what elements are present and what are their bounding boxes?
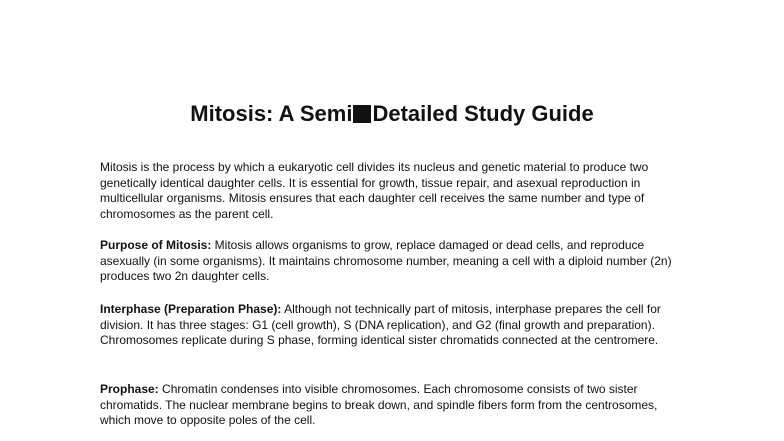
page-title: [0, 99, 784, 129]
title-text-start: Mitosis: A Semi: [190, 101, 353, 126]
section-heading: Purpose of Mitosis:: [100, 238, 212, 252]
missing-glyph-box: [353, 105, 371, 123]
section-interphase: [100, 302, 690, 349]
section-text: Chromatin condenses into visible chromosomes. Each chromosome consists of two sister chromatids. The nuclear membrane begins to break down, and spindle fibers form from the centrosomes, which move to opposite poles of the cell.: [100, 382, 658, 427]
intro-paragraph: Mitosis is the process by which a eukaryotic cell divides its nucleus and genetic material to produce two genetically identical daughter cells. It is essential for growth, tissue repair, and asexual reproduction in multicellular organisms. Mitosis ensures that each daughter cell receives the same number and type of chromosomes as the parent cell.: [100, 160, 649, 221]
section-purpose: [100, 238, 690, 285]
section-text: Although not technically part of mitosis, interphase prepares the cell for division. It has three stages: G1 (cell growth), S (DNA replication), and G2 (final growth and preparation). Chromosomes replicate during S phase, forming identical sister chromatids connected at the centromere.: [100, 302, 661, 347]
title-text-end: Detailed Study Guide: [372, 101, 594, 126]
section-prophase: [100, 382, 690, 429]
section-heading: Prophase:: [100, 382, 159, 396]
section-heading: Interphase (Preparation Phase):: [100, 302, 282, 316]
section-text: Mitosis allows organisms to grow, replace damaged or dead cells, and reproduce asexually (in some organisms). It maintains chromosome number, meaning a cell with a diploid number (2n) produces two 2n daughter cells.: [100, 238, 672, 283]
